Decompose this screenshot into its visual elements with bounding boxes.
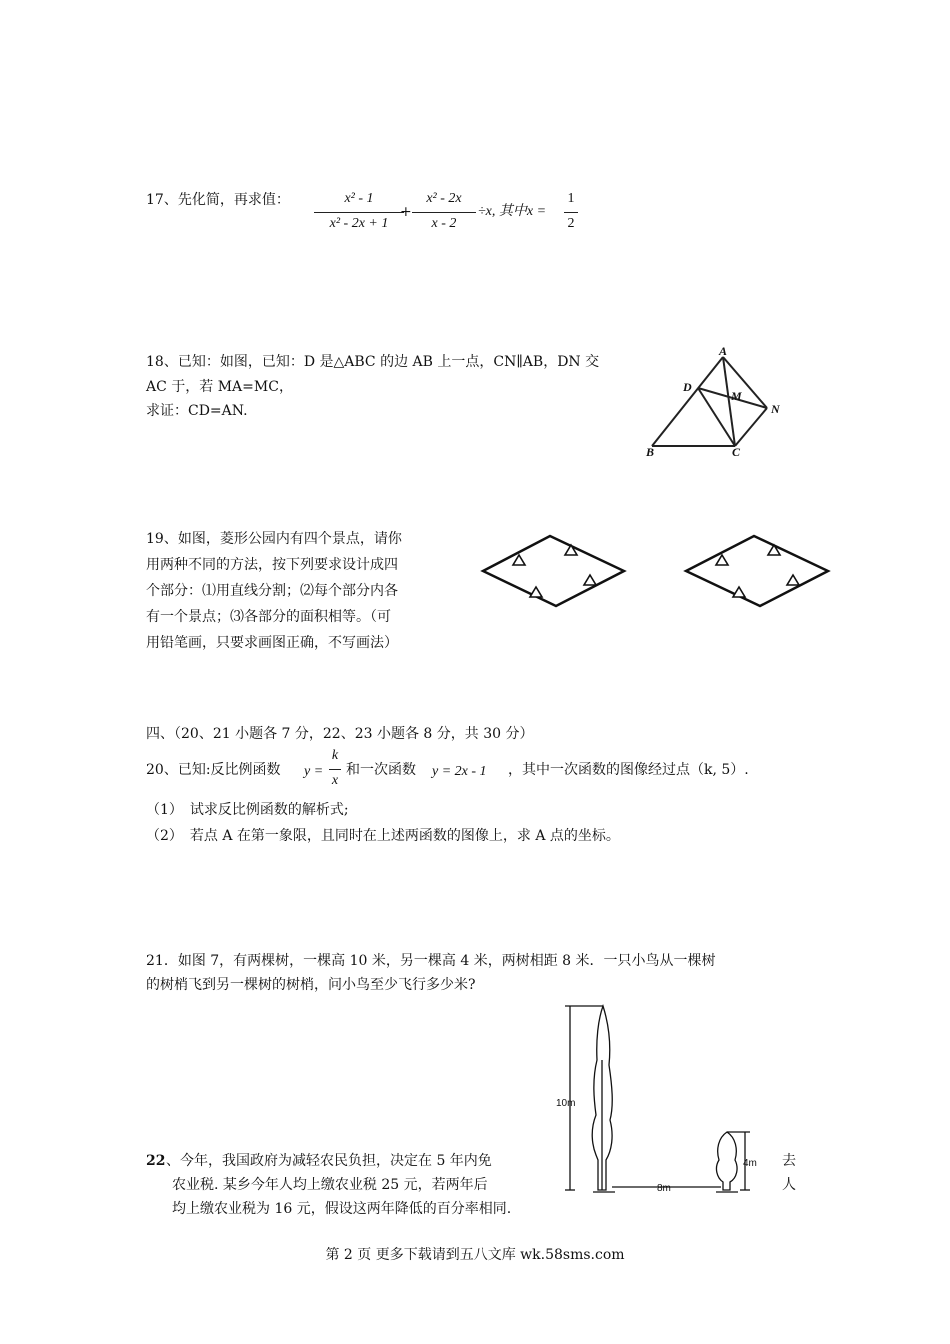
q22-line1-right: 去 bbox=[782, 1153, 796, 1169]
q19-line: 个部分：⑴用直线分割；⑵每个部分内各 bbox=[146, 583, 398, 599]
q21-tree-figure bbox=[565, 1006, 750, 1192]
q17-frac1-numerator: x² - 1 bbox=[344, 191, 374, 206]
q21-label-4m: 4m bbox=[743, 1158, 757, 1169]
triangle-icon bbox=[565, 545, 577, 555]
q18-line2: AC 于，若 MA=MC， bbox=[146, 379, 293, 395]
q17-half-numerator: 1 bbox=[567, 191, 575, 206]
q22-line2: 农业税. 某乡今年人均上缴农业税 25 元，若两年后 bbox=[172, 1177, 488, 1193]
q17-division-tail: ÷x, 其中x = bbox=[478, 204, 547, 219]
triangle-icon bbox=[530, 587, 542, 597]
q17-plus: + bbox=[400, 204, 412, 220]
triangle-icon bbox=[513, 555, 525, 565]
triangle-icon bbox=[716, 555, 728, 565]
q19-line: 用铅笔画，只要求画图正确，不写画法） bbox=[146, 635, 398, 651]
triangle-icon bbox=[768, 545, 780, 555]
q20-x: x bbox=[331, 773, 339, 788]
q18-label-n: N bbox=[771, 402, 780, 416]
q19-text bbox=[146, 526, 476, 656]
section4-heading: 四、（20、21 小题各 7 分，22、23 小题各 8 分，共 30 分） bbox=[146, 726, 534, 742]
triangle-icon bbox=[733, 587, 745, 597]
page-footer: 第 2 页 更多下载请到五八文库 wk.58sms.com bbox=[325, 1247, 625, 1263]
q20-tail: ，其中一次函数的图像经过点（k, 5）. bbox=[508, 762, 749, 778]
q19-line: 19、如图，菱形公园内有四个景点，请你 bbox=[146, 531, 402, 547]
q19-scenic-spot-icons bbox=[513, 545, 799, 597]
q22-number: 22 bbox=[146, 1153, 166, 1169]
q18-label-b: B bbox=[646, 445, 655, 459]
q17-frac1-denominator: x² - 2x + 1 bbox=[329, 216, 389, 231]
q19-line: 有一个景点；⑶各部分的面积相等。（可 bbox=[146, 609, 391, 625]
q20-mid: 和一次函数 bbox=[346, 762, 416, 778]
q21-label-10m: 10m bbox=[556, 1098, 576, 1109]
q17-half-denominator: 2 bbox=[567, 216, 575, 231]
q20-part2: （2） 若点 A 在第一象限，且同时在上述两函数的图像上，求 A 点的坐标。 bbox=[146, 828, 620, 844]
q17-frac2-numerator: x² - 2x bbox=[426, 191, 462, 206]
triangle-icon bbox=[787, 575, 799, 585]
q17-frac2-denominator: x - 2 bbox=[431, 216, 457, 231]
q18-line3: 求证：CD=AN. bbox=[146, 403, 248, 419]
q20-lead: 20、已知:反比例函数 bbox=[146, 762, 281, 778]
q21-line1: 21．如图 7，有两棵树，一棵高 10 米，另一棵高 4 米，两树相距 8 米．一只小鸟从一棵树 bbox=[146, 953, 716, 969]
q18-label-c: C bbox=[732, 445, 741, 459]
q20-part1: （1） 试求反比例函数的解析式; bbox=[146, 802, 349, 818]
q22-line2-right: 人 bbox=[782, 1177, 796, 1193]
q18-line1: 18、已知：如图，已知：D 是△ABC 的边 AB 上一点，CN∥AB，DN 交 bbox=[146, 354, 600, 370]
triangle-icon bbox=[584, 575, 596, 585]
q19-rhombus-right bbox=[686, 536, 828, 606]
q17-frac2-bar bbox=[412, 212, 476, 213]
q22-line3: 均上缴农业税为 16 元，假设这两年降低的百分率相同. bbox=[172, 1201, 512, 1217]
q20-linear: y = 2x - 1 bbox=[432, 764, 487, 779]
q21-line2: 的树梢飞到另一棵树的树梢，问小鸟至少飞行多少米? bbox=[146, 977, 476, 993]
q18-label-m: M bbox=[731, 389, 742, 403]
q17-half-bar bbox=[564, 212, 578, 213]
q20-k: k bbox=[331, 748, 339, 763]
q18-label-d: D bbox=[683, 380, 692, 394]
q19-line: 用两种不同的方法，按下列要求设计成四 bbox=[146, 557, 398, 573]
q22-line1: 、今年，我国政府为减轻农民负担，决定在 5 年内免 bbox=[166, 1153, 492, 1169]
q17-label: 17、先化简，再求值： bbox=[146, 192, 290, 208]
q19-rhombus-left bbox=[483, 536, 624, 606]
q18-label-a: A bbox=[719, 344, 728, 358]
q20-frac-bar bbox=[329, 769, 341, 770]
q21-label-8m: 8m bbox=[657, 1183, 671, 1194]
q17-frac1-bar bbox=[314, 212, 404, 213]
q20-y-eq: y = bbox=[304, 764, 324, 779]
